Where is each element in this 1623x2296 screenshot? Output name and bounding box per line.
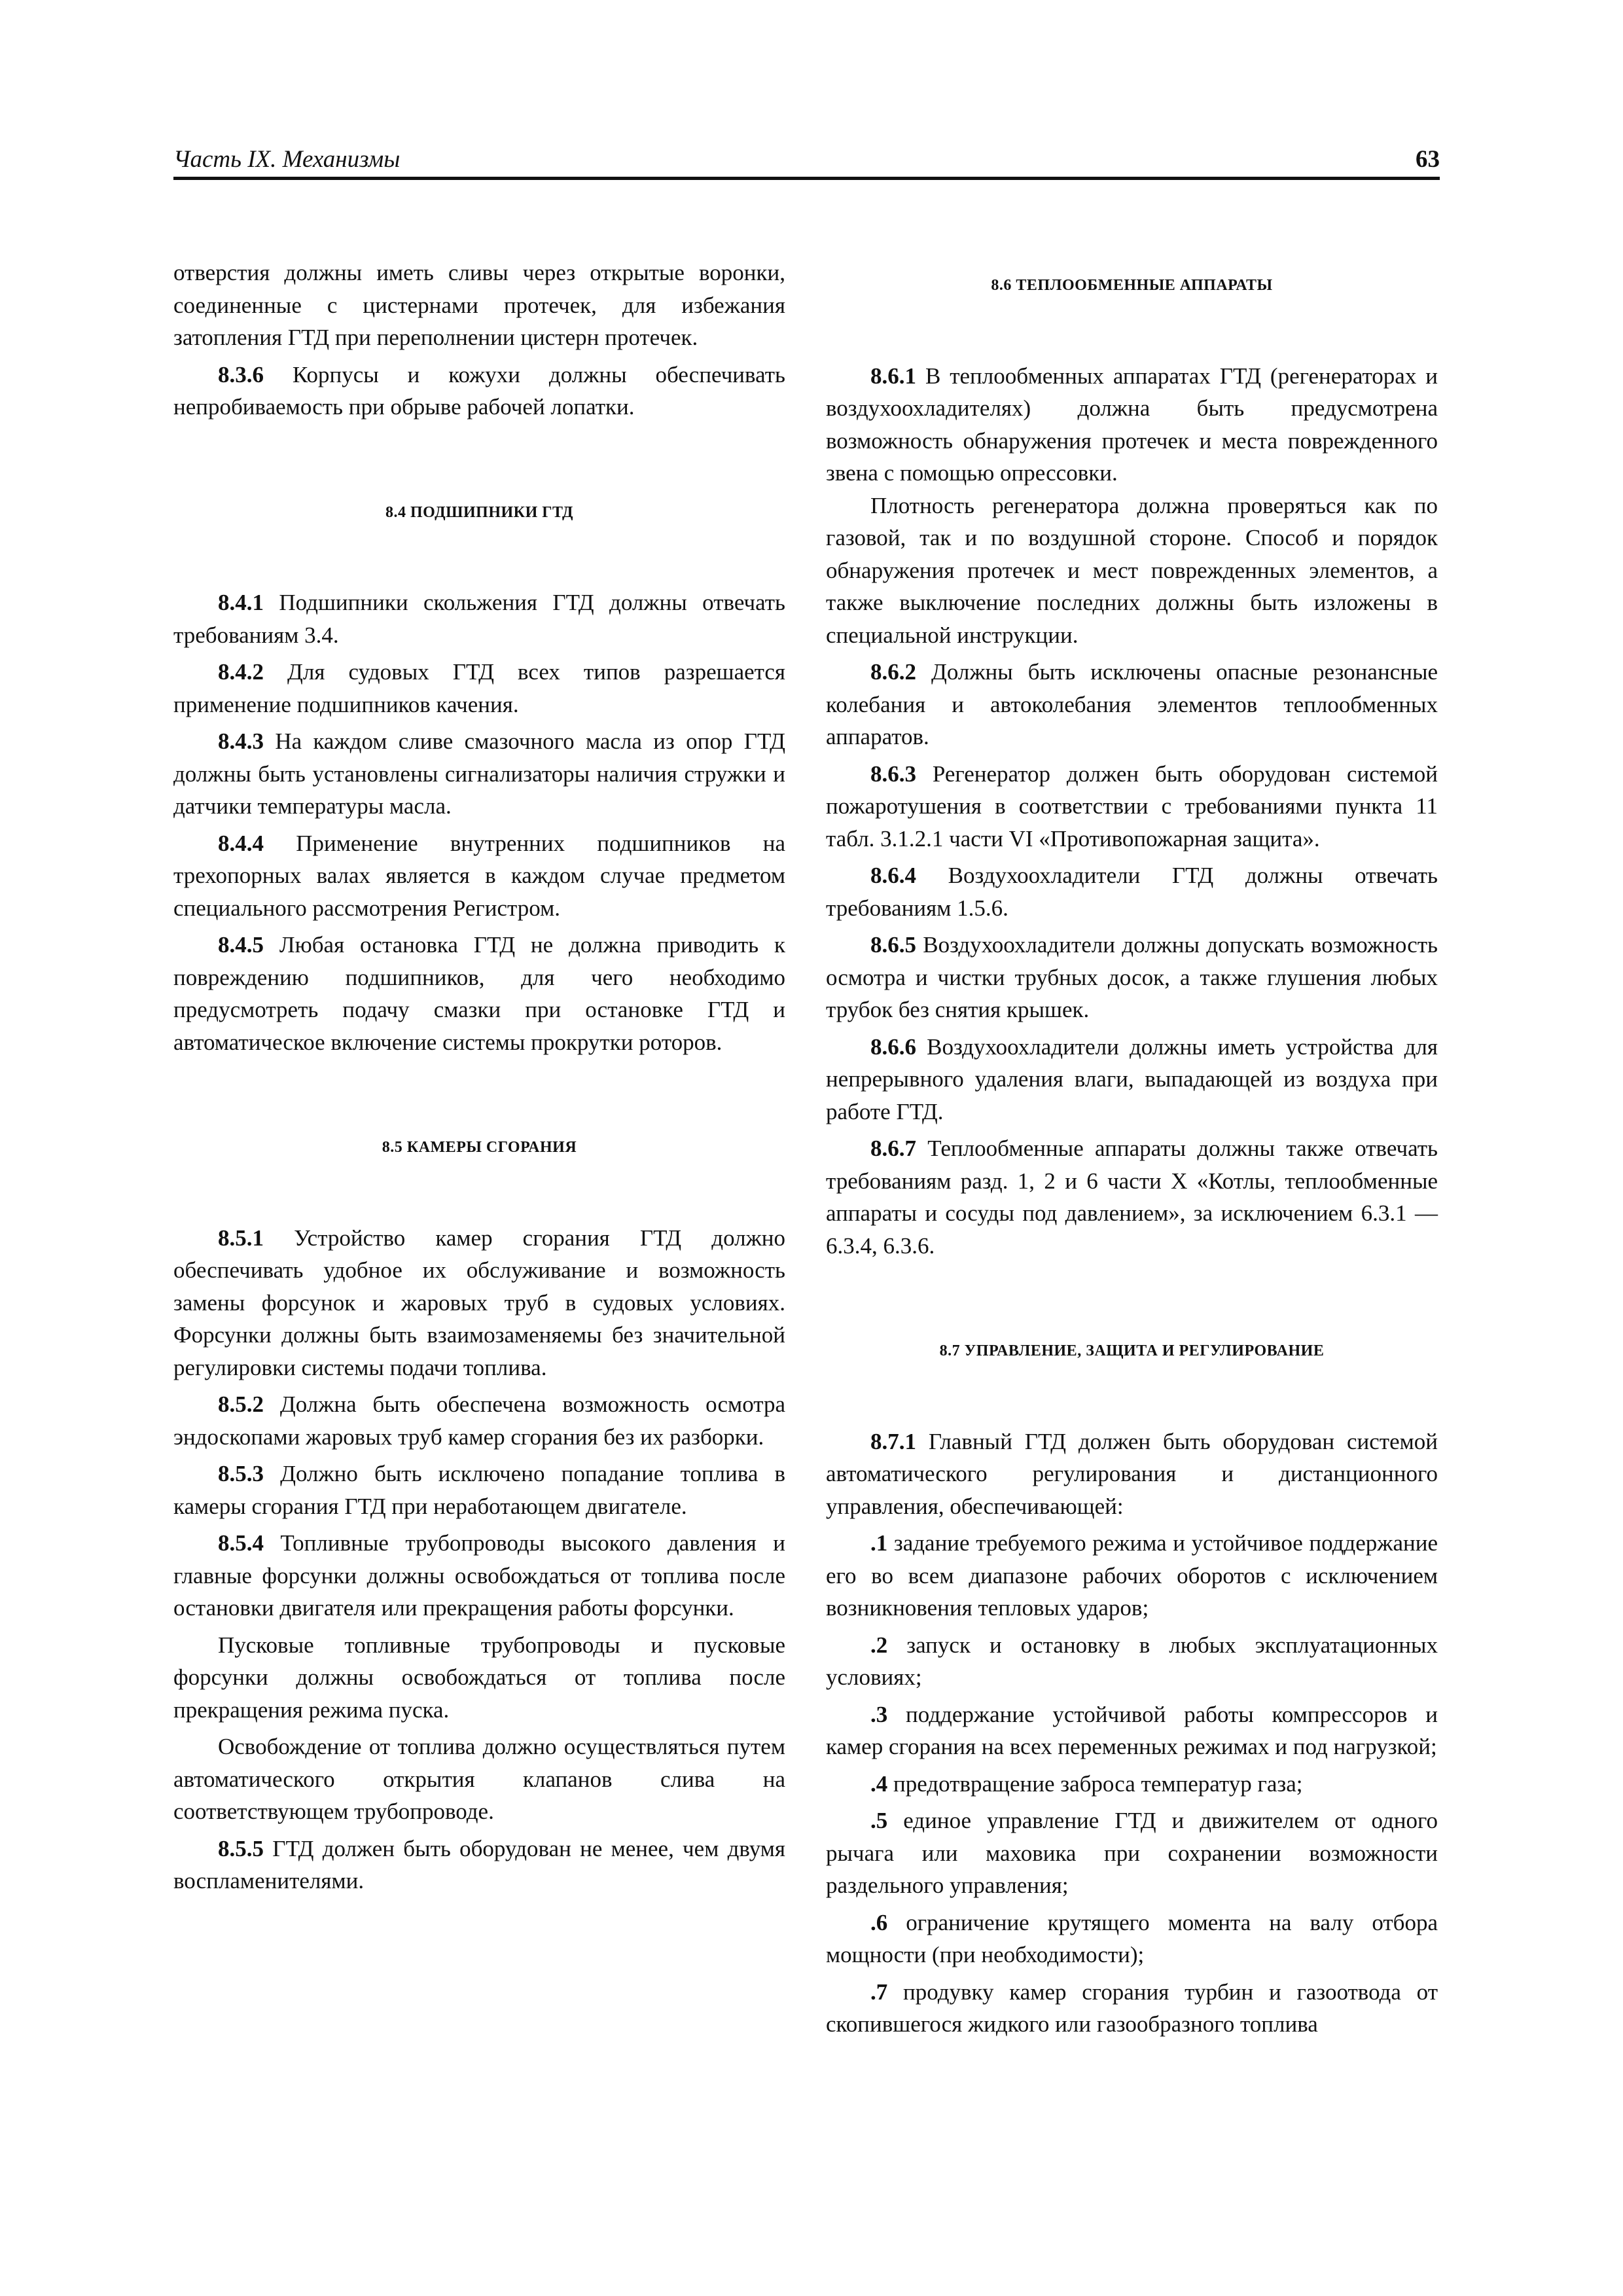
spacer	[826, 1262, 1438, 1335]
page-number: 63	[1416, 146, 1440, 173]
paragraph-text: На каждом сливе смазочного масла из опор ГТД должны быть установлены сигнализаторы наличия стружки и датчики температуры масла.	[173, 728, 785, 819]
paragraph-text: Подшипники скольжения ГТД должны отвечать требованиям 3.4.	[173, 590, 785, 648]
paragraph-8-6-5	[826, 929, 1438, 1026]
item-number: .4	[870, 1770, 888, 1797]
list-item-2	[826, 1629, 1438, 1694]
paragraph-text: Корпусы и кожухи должны обеспечивать непробиваемость при обрыве рабочей лопатки.	[173, 361, 785, 420]
header-rule	[173, 177, 1440, 180]
section-heading-8-5: 8.5 КАМЕРЫ СГОРАНИЯ	[382, 1139, 577, 1156]
paragraph-8-4-2	[173, 656, 785, 721]
item-text: продувку камер сгорания турбин и газоотвода от скопившегося жидкого или газообразного топлива	[826, 1979, 1438, 2037]
paragraph-8-4-5	[173, 929, 785, 1058]
paragraph-8-4-3	[173, 725, 785, 823]
paragraph-text: Любая остановка ГТД не должна приводить к повреждению подшипников, для чего необходимо предусмотреть подачу смазки при остановке ГТД и автоматическое включение системы прокрутки роторов.	[173, 932, 785, 1055]
list-item-3	[826, 1698, 1438, 1763]
item-text: ограничение крутящего момента на валу отбора мощности (при необходимости);	[826, 1909, 1438, 1967]
paragraph-8-7-1	[826, 1426, 1438, 1523]
clause-number: 8.7.1	[870, 1428, 916, 1454]
item-number: .7	[870, 1979, 888, 2005]
clause-number: 8.5.4	[218, 1530, 264, 1556]
clause-number: 8.6.4	[870, 863, 916, 888]
paragraph-text: Должно быть исключено попадание топлива в камеры сгорания ГТД при неработающем двигателе.	[173, 1461, 785, 1519]
item-text: предотвращение заброса температур газа;	[887, 1770, 1303, 1797]
spacer	[173, 529, 785, 586]
item-text: единое управление ГТД и движителем от одного рычага или маховика при сохранении возможности раздельного управления;	[826, 1808, 1438, 1898]
paragraph-text: Теплообменные аппараты должны также отвечать требованиям разд. 1, 2 и 6 части X «Котлы, теплообменные аппараты и сосуды под давлением», за исключением 6.3.1 — 6.3.4, 6.3.6.	[826, 1136, 1438, 1259]
paragraph-text: Воздухоохладители должны иметь устройства для непрерывного удаления влаги, выпадающей из воздуха при работе ГТД.	[826, 1033, 1438, 1124]
clause-number: 8.4.2	[218, 659, 264, 685]
paragraph-8-6-3	[826, 758, 1438, 855]
item-number: .1	[870, 1530, 888, 1556]
paragraph-8-5-4-c: Освобождение от топлива должно осуществляться путем автоматического открытия клапанов слива на соответствующем трубопроводе.	[173, 1734, 785, 1824]
paragraph-text: Топливные трубопроводы высокого давления и главные форсунки должны освобождаться от топлива после остановки двигателя или прекращения работы форсунки.	[173, 1530, 785, 1621]
clause-number: 8.5.5	[218, 1835, 264, 1861]
paragraph-8-5-1	[173, 1222, 785, 1384]
paragraph-continuation: отверстия должны иметь сливы через открытые воронки, соединенные с цистернами протечек, для избежания затопления ГТД при переполнении цистерн протечек.	[173, 260, 785, 350]
paragraph-text: Для судовых ГТД всех типов разрешается применение подшипников качения.	[173, 659, 785, 717]
spacer	[826, 1368, 1438, 1426]
section-heading-8-7: 8.7 УПРАВЛЕНИЕ, ЗАЩИТА И РЕГУЛИРОВАНИЕ	[939, 1342, 1325, 1359]
spacer	[826, 257, 1438, 270]
item-number: .2	[870, 1632, 888, 1658]
paragraph-8-5-4	[173, 1527, 785, 1624]
paragraph-text: Должны быть исключены опасные резонансные колебания и автоколебания элементов теплообменных аппаратов.	[826, 659, 1438, 749]
clause-number: 8.6.7	[870, 1136, 916, 1161]
paragraph-8-6-1	[826, 360, 1438, 490]
clause-number: 8.5.3	[218, 1461, 264, 1486]
paragraph-text: ГТД должен быть оборудован не менее, чем двумя воспламенителями.	[173, 1835, 785, 1893]
list-item-7	[826, 1976, 1438, 2041]
item-number: .6	[870, 1909, 888, 1935]
item-number: .3	[870, 1701, 888, 1727]
right-column	[826, 257, 1438, 2041]
paragraph-text: Устройство камер сгорания ГТД должно обеспечивать удобное их обслуживание и возможность замены форсунок и жаровых труб в судовых условиях. Форсунки должны быть взаимозаменяемы без значительной регулировки системы подачи топлива.	[173, 1225, 785, 1380]
left-column	[173, 257, 785, 1897]
list-item-5	[826, 1804, 1438, 1902]
running-header	[173, 145, 1440, 178]
paragraph-8-5-2	[173, 1388, 785, 1453]
paragraph-8-4-4	[173, 827, 785, 925]
item-text: запуск и остановку в любых эксплуатационных условиях;	[826, 1632, 1438, 1690]
list-item-4	[826, 1768, 1438, 1801]
paragraph-8-4-1	[173, 586, 785, 651]
clause-number: 8.4.4	[218, 830, 264, 856]
clause-number: 8.5.2	[218, 1391, 264, 1417]
clause-number: 8.4.3	[218, 728, 264, 754]
spacer	[173, 1164, 785, 1222]
spacer	[826, 302, 1438, 360]
clause-number: 8.6.3	[870, 761, 916, 787]
clause-number: 8.5.1	[218, 1225, 264, 1251]
paragraph-text: Регенератор должен быть оборудован системой пожаротушения в соответствии с требованиями пункта 11 табл. 3.1.2.1 части VI «Противопожарная защита».	[826, 761, 1438, 852]
paragraph-text: Воздухоохладители ГТД должны отвечать требованиям 1.5.6.	[826, 863, 1438, 921]
clause-number: 8.3.6	[218, 361, 264, 387]
item-text: задание требуемого режима и устойчивое поддержание его во всем диапазоне рабочих оборотов с исключением возникновения тепловых ударов;	[826, 1530, 1438, 1621]
clause-number: 8.6.5	[870, 932, 916, 958]
clause-number: 8.6.2	[870, 659, 916, 685]
list-item-6	[826, 1907, 1438, 1971]
paragraph-8-6-4	[826, 859, 1438, 924]
clause-number: 8.6.6	[870, 1033, 916, 1060]
clause-number: 8.6.1	[870, 363, 916, 389]
spacer	[173, 1058, 785, 1132]
paragraph-text: Должна быть обеспечена возможность осмотра эндоскопами жаровых труб камер сгорания без их разборки.	[173, 1391, 785, 1450]
paragraph-8-6-7	[826, 1132, 1438, 1262]
paragraph-8-6-1-b: Плотность регенератора должна проверяться как по газовой, так и по воздушной стороне. Способ и порядок обнаружения протечек и мест поврежденных элементов, а также выключение последних должны быть изложены в специальной инструкции.	[826, 492, 1438, 648]
paragraph-text: В теплообменных аппаратах ГТД (регенераторах и воздухоохладителях) должна быть предусмотрена возможность обнаружения протечек и места поврежденного звена с помощью опрессовки.	[826, 363, 1438, 486]
item-text: поддержание устойчивой работы компрессоров и камер сгорания на всех переменных режимах и под нагрузкой;	[826, 1701, 1438, 1759]
clause-number: 8.4.1	[218, 590, 264, 615]
paragraph-text: Главный ГТД должен быть оборудован системой автоматического регулирования и дистанционного управления, обеспечивающей:	[826, 1428, 1438, 1519]
paragraph-8-5-3	[173, 1458, 785, 1522]
paragraph-8-6-6	[826, 1031, 1438, 1128]
paragraph-8-5-4-b: Пусковые топливные трубопроводы и пусковые форсунки должны освобождаться от топлива после прекращения режима пуска.	[173, 1632, 785, 1723]
paragraph-8-3-6	[173, 359, 785, 423]
section-heading-8-4: 8.4 ПОДШИПНИКИ ГТД	[385, 503, 574, 521]
list-item-1	[826, 1527, 1438, 1624]
paragraph-text: Воздухоохладители должны допускать возможность осмотра и чистки трубных досок, а также глушения любых трубок без снятия крышек.	[826, 932, 1438, 1022]
item-number: .5	[870, 1808, 888, 1833]
clause-number: 8.4.5	[218, 932, 264, 958]
section-heading-8-6: 8.6 ТЕПЛООБМЕННЫЕ АППАРАТЫ	[991, 277, 1273, 294]
paragraph-8-6-2	[826, 656, 1438, 753]
spacer	[173, 423, 785, 497]
paragraph-8-5-5	[173, 1833, 785, 1897]
paragraph-text: Применение внутренних подшипников на трехопорных валах является в каждом случае предметом специального рассмотрения Регистром.	[173, 830, 785, 921]
header-title: Часть IX. Механизмы	[173, 146, 401, 173]
